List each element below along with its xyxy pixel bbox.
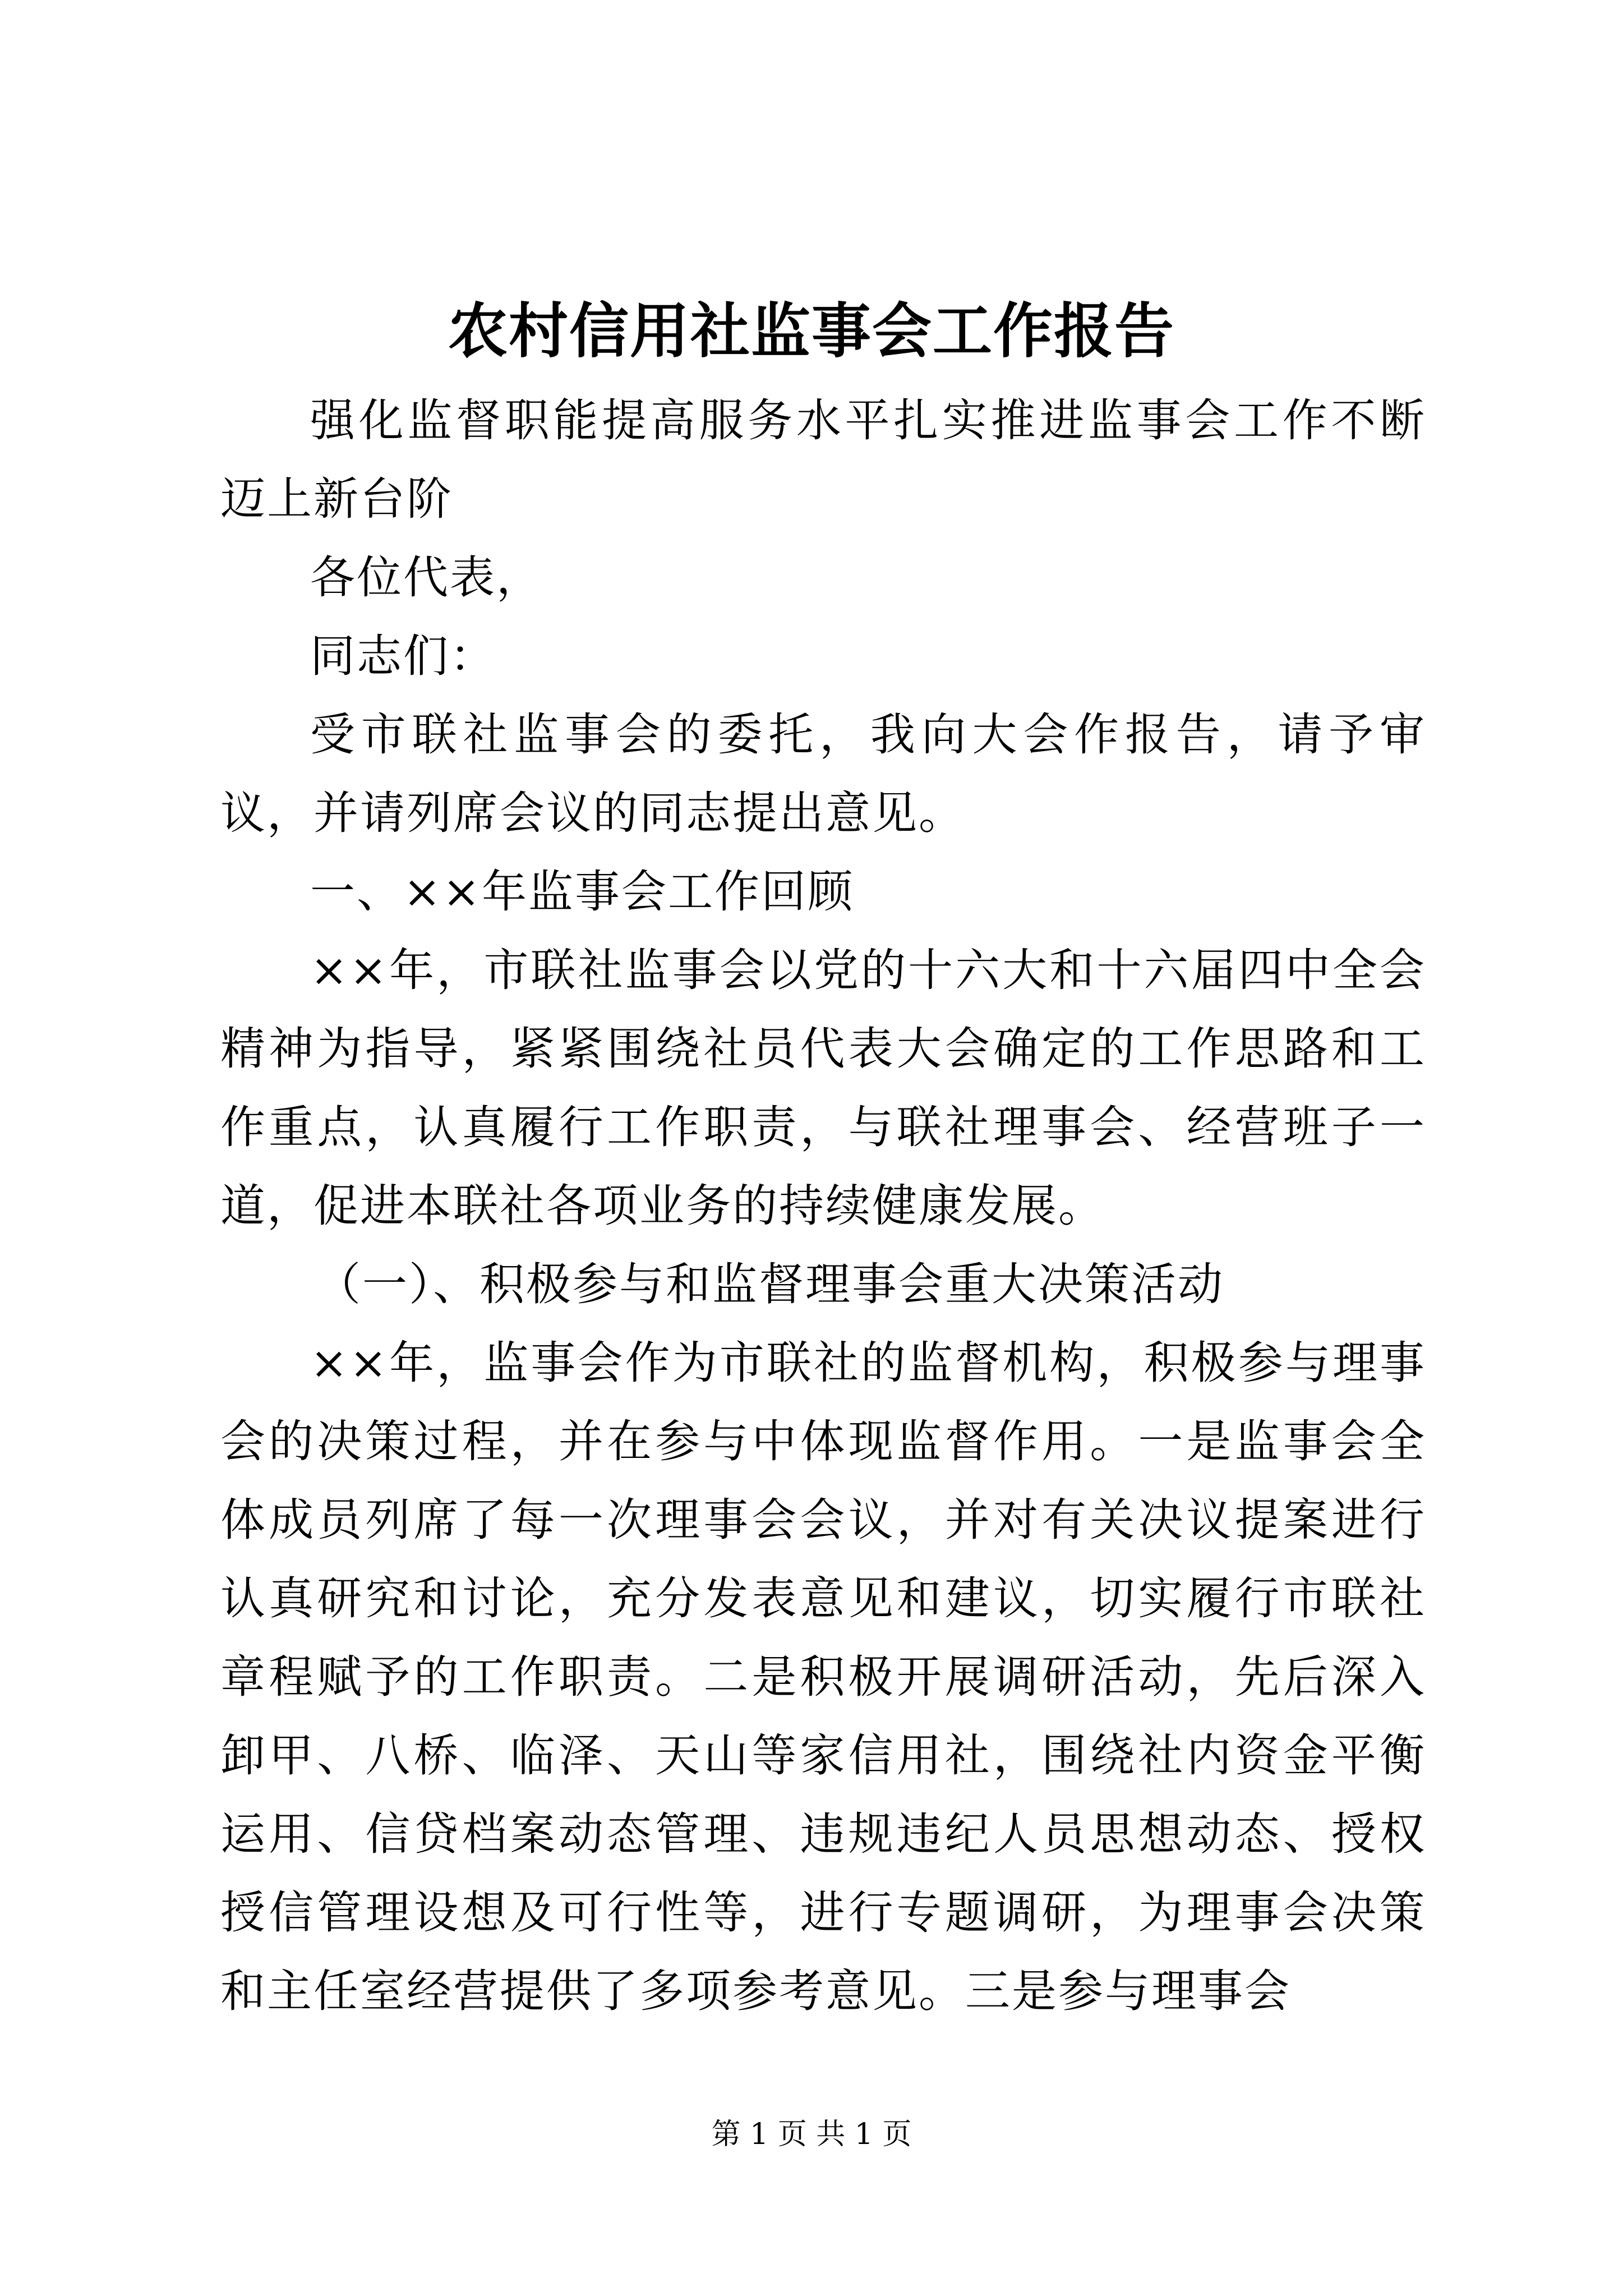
review-paragraph: ××年，市联社监事会以党的十六大和十六届四中全会精神为指导，紧紧围绕社员代表大会确定的工作思路和工作重点，认真履行工作职责，与联社理事会、经营班子一道，促进本联社各项业务的持续健康发展。 (220, 944, 1426, 1232)
intro-paragraph: 受市联社监事会的委托，我向大会作报告，请予审议，并请列席会议的同志提出意见。 (220, 708, 1426, 839)
document-title: 农村信用社监事会工作报告 (448, 296, 1175, 366)
salutation-delegates: 各位代表， (310, 551, 543, 604)
decision-paragraph: ××年，监事会作为市联社的监督机构，积极参与理事会的决策过程，并在参与中体现监督作用。一是监事会全体成员列席了每一次理事会会议，并对有关决议提案进行认真研究和讨论，充分发表意见和建议，切实履行市联社章程赋予的工作职责。二是积极开展调研活动，先后深入卸甲、八桥、临泽、天山等家信用社，围绕社内资金平衡运用、信贷档案动态管理、违规违纪人员思想动态、授权授信管理设想及可行性等，进行专题调研，为理事会决策和主任室经营提供了多项参考意见。三是参与理事会 (220, 1337, 1426, 2017)
salutation-comrades: 同志们： (310, 630, 496, 682)
subtitle-paragraph: 强化监督职能提高服务水平扎实推进监事会工作不断迈上新台阶 (220, 394, 1426, 525)
section-heading-review: 一、××年监事会工作回顾 (310, 866, 855, 918)
subsection-heading-decision: （一）、积极参与和监督理事会重大决策活动 (316, 1258, 1224, 1310)
document-body (220, 381, 1426, 2031)
page-footer: 第 1 页 共 1 页 (711, 2118, 912, 2151)
